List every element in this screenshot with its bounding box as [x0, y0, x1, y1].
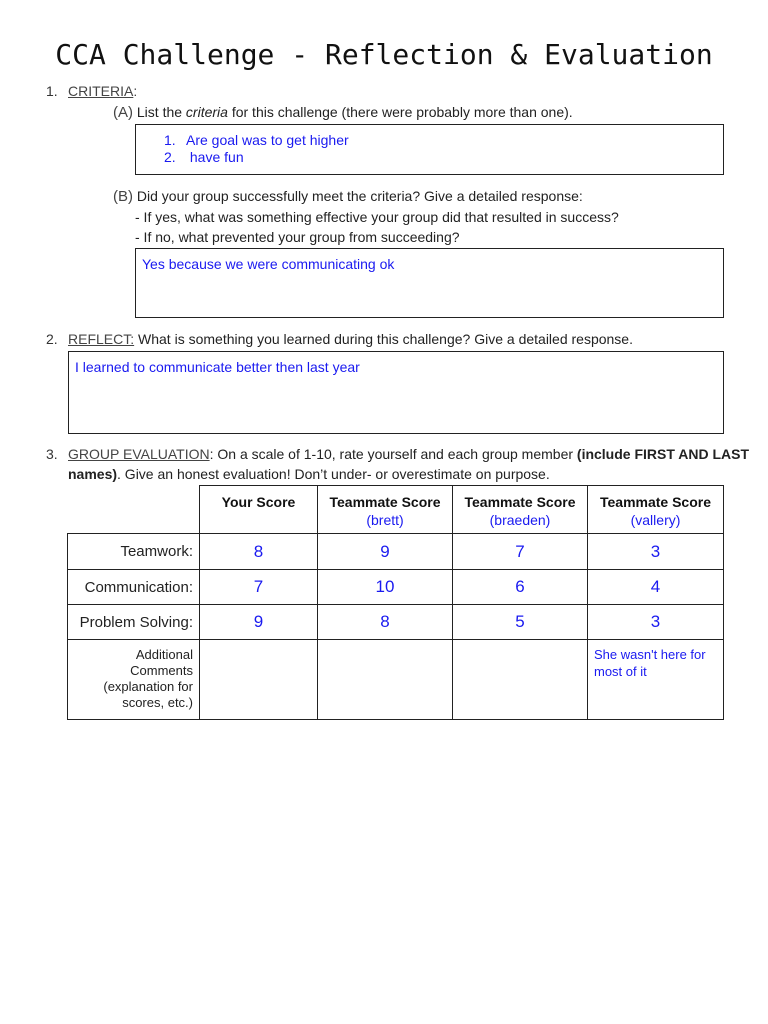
section-1-heading: CRITERIA: — [68, 83, 138, 99]
section-3-prompt-line-2: names). Give an honest evaluation! Don’t under- or overestimate on purpose. — [68, 466, 550, 482]
row-label-teamwork: Teamwork: — [68, 534, 200, 570]
criteria-answer-box[interactable] — [135, 124, 724, 175]
group-evaluation-heading: GROUP EVALUATION — [68, 446, 210, 462]
row-label-comments: Additional Comments (explanation for scores, etc.) — [68, 640, 200, 720]
score-cell[interactable]: 4 — [588, 570, 724, 605]
section-2-number: 2. — [46, 331, 58, 347]
table-row — [68, 570, 724, 605]
table-row-comments — [68, 640, 724, 720]
score-cell[interactable]: 9 — [318, 534, 453, 570]
table-row — [68, 534, 724, 570]
table-header-row — [68, 486, 724, 534]
row-label-communication: Communication: — [68, 570, 200, 605]
row-label-problem-solving: Problem Solving: — [68, 605, 200, 640]
column-header-teammate-2: Teammate Score (braeden) — [453, 486, 588, 534]
comment-cell[interactable] — [453, 640, 588, 720]
section-2-prompt: REFLECT: What is something you learned during this challenge? Give a detailed response. — [68, 331, 633, 347]
part-b-sub-yes: - If yes, what was something effective your group did that resulted in success? — [135, 209, 619, 225]
score-cell[interactable]: 3 — [588, 605, 724, 640]
section-3-prompt-line-1: GROUP EVALUATION: On a scale of 1-10, rate yourself and each group member (include FIRST AND LAST — [68, 446, 750, 462]
score-cell[interactable]: 9 — [200, 605, 318, 640]
part-b-sub-no: - If no, what prevented your group from succeeding? — [135, 229, 460, 245]
score-cell[interactable]: 3 — [588, 534, 724, 570]
success-answer-text: Yes because we were communicating ok — [142, 256, 395, 272]
list-item: 1. Are goal was to get higher — [164, 132, 349, 148]
page-title: CCA Challenge - Reflection & Evaluation — [55, 38, 713, 71]
table-corner — [68, 486, 200, 534]
section-3-number: 3. — [46, 446, 58, 462]
evaluation-table — [67, 485, 724, 720]
column-header-your-score: Your Score — [200, 486, 318, 534]
score-cell[interactable]: 8 — [200, 534, 318, 570]
success-answer-box[interactable] — [135, 248, 724, 318]
criteria-answer-list — [164, 132, 349, 166]
part-b-prompt: (B) Did your group successfully meet the criteria? Give a detailed response: — [113, 188, 583, 205]
column-header-teammate-1: Teammate Score (brett) — [318, 486, 453, 534]
table-row — [68, 605, 724, 640]
score-cell[interactable]: 8 — [318, 605, 453, 640]
criteria-heading: CRITERIA — [68, 83, 134, 99]
column-header-teammate-3: Teammate Score (vallery) — [588, 486, 724, 534]
reflect-heading: REFLECT: — [68, 331, 135, 347]
score-cell[interactable]: 7 — [453, 534, 588, 570]
part-a-prompt: (A) List the criteria for this challenge (there were probably more than one). — [113, 104, 573, 121]
part-b-marker: (B) — [113, 188, 133, 205]
score-cell[interactable]: 10 — [318, 570, 453, 605]
part-a-marker: (A) — [113, 104, 133, 121]
score-cell[interactable]: 7 — [200, 570, 318, 605]
comment-cell[interactable] — [318, 640, 453, 720]
reflect-answer-box[interactable] — [68, 351, 724, 434]
vallery-comment-text: She wasn't here for most of it — [594, 647, 706, 679]
comment-cell[interactable] — [588, 640, 724, 720]
score-cell[interactable]: 5 — [453, 605, 588, 640]
score-cell[interactable]: 6 — [453, 570, 588, 605]
section-1-number: 1. — [46, 83, 58, 99]
list-item: 2. have fun — [164, 149, 244, 165]
reflect-answer-text: I learned to communicate better then last year — [75, 359, 360, 375]
comment-cell[interactable] — [200, 640, 318, 720]
